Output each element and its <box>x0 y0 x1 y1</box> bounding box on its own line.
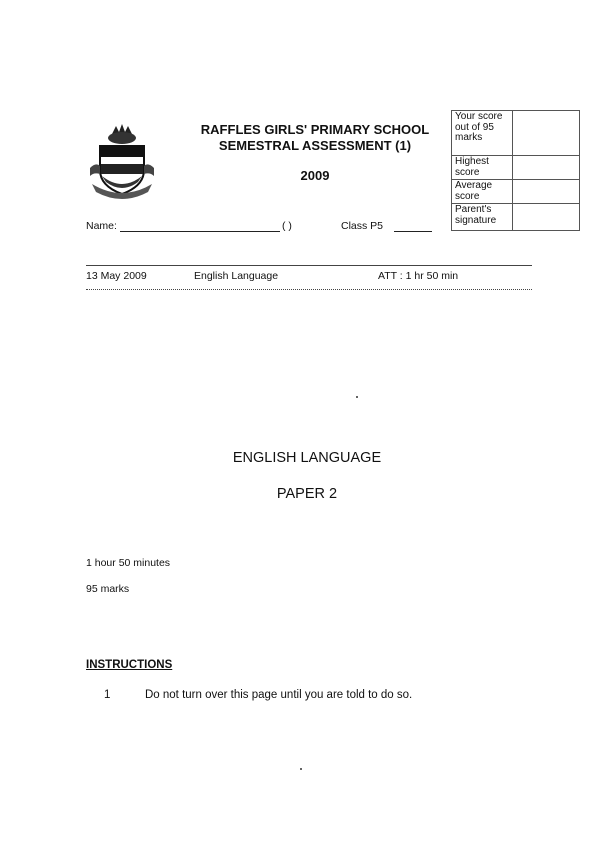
parent-signature-row <box>452 204 580 231</box>
average-score-box[interactable] <box>513 180 580 204</box>
school-name-heading <box>170 122 460 154</box>
total-marks: 95 marks <box>86 583 130 595</box>
exam-year: 2009 <box>300 168 330 183</box>
paper-subject-title: ENGLISH LANGUAGE <box>232 450 382 466</box>
divider-top <box>86 265 532 266</box>
divider-bottom <box>86 289 532 290</box>
highest-score-box[interactable] <box>513 156 580 180</box>
class-field[interactable] <box>394 220 432 232</box>
score-row <box>452 111 580 156</box>
exam-duration: 1 hour 50 minutes <box>86 557 171 569</box>
score-box[interactable] <box>513 111 580 156</box>
paper-number-title: PAPER 2 <box>276 486 338 502</box>
highest-score-label: Highest score <box>452 156 513 180</box>
score-table <box>451 110 580 231</box>
school-name-line1: RAFFLES GIRLS' PRIMARY SCHOOL <box>200 122 430 137</box>
scan-speck <box>356 396 358 398</box>
score-label: Your score out of 95 marks <box>452 111 513 156</box>
scan-speck <box>300 768 302 770</box>
name-label: Name: <box>86 220 117 232</box>
average-score-label: Average score <box>452 180 513 204</box>
school-crest-logo <box>86 120 158 200</box>
name-class-row <box>86 220 446 236</box>
parent-signature-label: Parent's signature <box>452 204 513 231</box>
assessment-title: SEMESTRAL ASSESSMENT (1) <box>218 138 412 153</box>
exam-date: 13 May 2009 <box>86 270 147 282</box>
parent-signature-box[interactable] <box>513 204 580 231</box>
register-number-field[interactable]: ( ) <box>282 220 292 232</box>
instructions-heading: INSTRUCTIONS <box>86 659 173 671</box>
name-field[interactable] <box>120 220 280 232</box>
highest-score-row <box>452 156 580 180</box>
allowed-time: ATT : 1 hr 50 min <box>378 270 459 282</box>
instruction-number: 1 <box>104 689 111 701</box>
instruction-text: Do not turn over this page until you are told to do so. <box>145 689 413 701</box>
info-strip <box>86 270 532 284</box>
average-score-row <box>452 180 580 204</box>
exam-subject: English Language <box>194 270 279 282</box>
class-label: Class P5 <box>341 220 384 232</box>
